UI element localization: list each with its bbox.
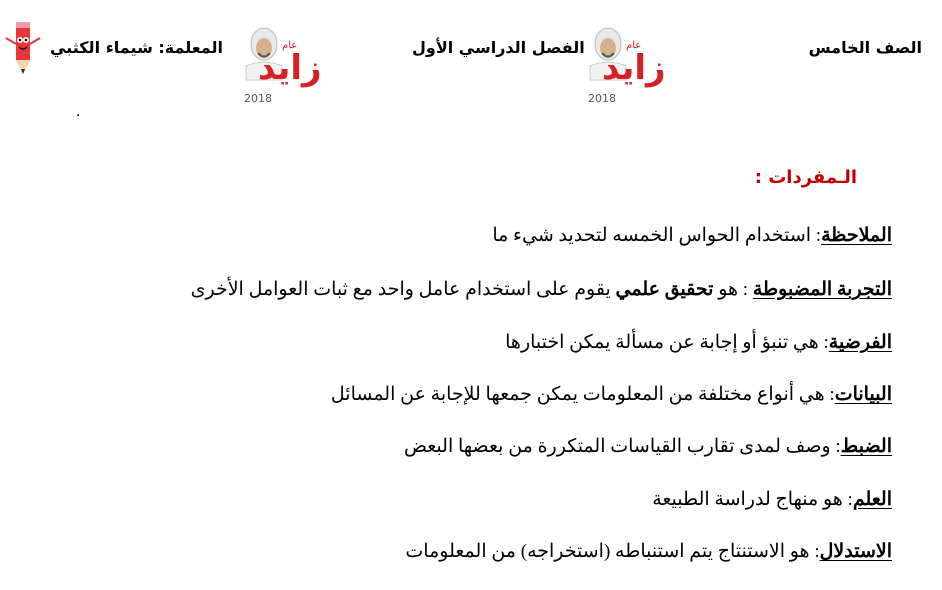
vocabulary-heading: الـمفردات : — [754, 167, 857, 188]
vocab-term: الفرضية — [828, 332, 892, 353]
vocab-definition: هو منهاج لدراسة الطبيعة — [652, 489, 843, 510]
logo-year: 2018 — [588, 92, 616, 105]
vocab-term: التجربة المضبوطة — [752, 279, 892, 300]
vocab-term: الملاحظة — [821, 225, 892, 246]
vocab-separator: : — [824, 384, 835, 405]
pencil-mascot-icon — [2, 20, 44, 76]
vocab-entry — [652, 488, 892, 511]
grade-label: الصف الخامس — [808, 38, 922, 57]
vocab-definition: وصف لمدى تقارب القياسات المتكررة من بعضها البعض — [403, 436, 831, 457]
zayed-year-logo — [580, 20, 666, 110]
vocab-definition: هو الاستنتاج يتم استنباطه (استخراجه) من المعلومات — [405, 541, 810, 562]
semester-label: الفصل الدراسي الأول — [412, 38, 585, 57]
vocab-definition: يقوم على استخدام عامل واحد مع ثبات العوامل الأخرى — [190, 279, 616, 300]
teacher-label: المعلمة: شيماء الكثبي — [50, 38, 223, 57]
vocab-definition: هي تنبؤ أو إجابة عن مسألة يمكن اختبارها — [505, 332, 819, 353]
vocab-entry — [331, 383, 892, 406]
stray-dot: . — [76, 104, 81, 120]
vocab-separator: : هو — [713, 279, 753, 300]
vocab-term: الضبط — [840, 436, 892, 457]
vocab-term: البيانات — [834, 384, 892, 405]
logo-year: 2018 — [244, 92, 272, 105]
logo-year-label: عام — [626, 40, 642, 51]
vocab-definition: هي أنواع مختلفة من المعلومات يمكن جمعها للإجابة عن المسائل — [330, 384, 825, 405]
vocab-separator: : — [842, 489, 853, 510]
vocab-bold-phrase: تحقيق علمي — [615, 279, 714, 300]
logo-name: زايد — [258, 48, 322, 88]
logo-year-label: عام — [282, 40, 298, 51]
logo-name: زايد — [602, 48, 666, 88]
zayed-year-logo — [236, 20, 322, 110]
vocab-term: العلم — [852, 489, 892, 510]
vocab-entry — [492, 224, 892, 247]
vocab-entry — [191, 278, 892, 301]
vocab-separator: : — [830, 436, 841, 457]
vocab-entry — [405, 540, 892, 563]
vocab-entry — [404, 435, 892, 458]
vocab-separator: : — [818, 332, 829, 353]
vocab-entry — [505, 331, 892, 354]
vocab-definition: استخدام الحواس الخمسه لتحديد شيء ما — [492, 225, 812, 246]
vocab-separator: : — [811, 225, 822, 246]
vocab-separator: : — [809, 541, 820, 562]
vocab-term: الاستدلال — [819, 541, 892, 562]
